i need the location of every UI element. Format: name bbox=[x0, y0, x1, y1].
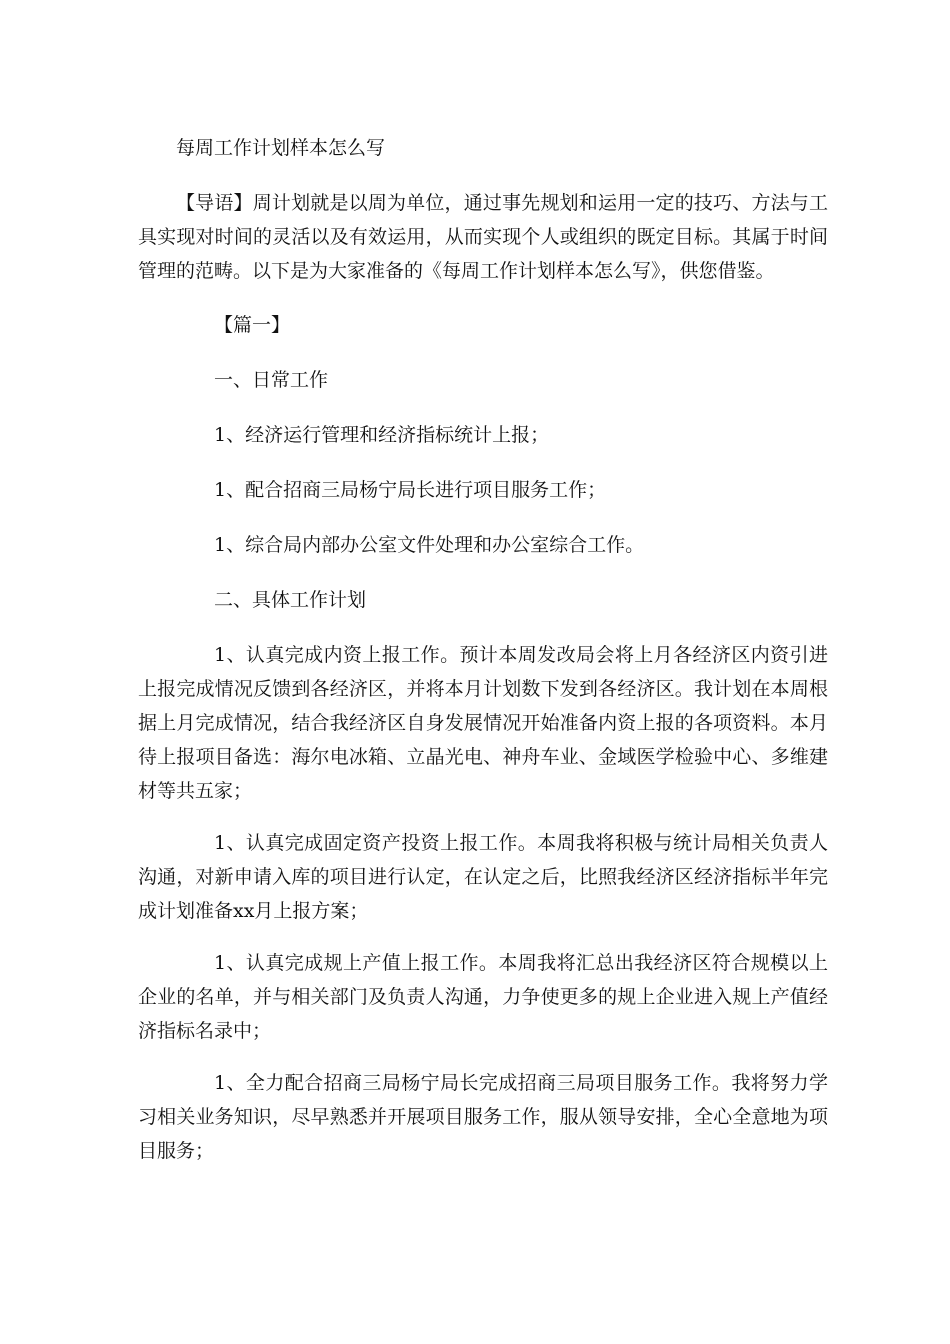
document-title: 每周工作计划样本怎么写 bbox=[176, 137, 386, 159]
section2-item: 1、认真完成规上产值上报工作。本周我将汇总出我经济区符合规模以上企业的名单，并与相关部门及负责人沟通，力争使更多的规上企业进入规上产值经济指标名录中； bbox=[138, 952, 828, 1042]
section2-item: 1、认真完成固定资产投资上报工作。本周我将积极与统计局相关负责人沟通，对新申请入库的项目进行认定，在认定之后，比照我经济区经济指标半年完成计划准备xx月上报方案； bbox=[138, 832, 828, 922]
section1-item: 1、经济运行管理和经济指标统计上报； bbox=[214, 424, 550, 446]
part-label: 【篇一】 bbox=[214, 314, 291, 336]
section1-item: 1、综合局内部办公室文件处理和办公室综合工作。 bbox=[214, 534, 645, 556]
section1-heading: 一、日常工作 bbox=[214, 369, 329, 391]
section2-item: 1、全力配合招商三局杨宁局长完成招商三局项目服务工作。我将努力学习相关业务知识，尽早熟悉并开展项目服务工作，服从领导安排，全心全意地为项目服务； bbox=[138, 1072, 828, 1162]
section2-heading: 二、具体工作计划 bbox=[214, 589, 367, 611]
section1-item: 1、配合招商三局杨宁局长进行项目服务工作； bbox=[214, 479, 607, 501]
intro-paragraph: 【导语】周计划就是以周为单位，通过事先规划和运用一定的技巧、方法与工具实现对时间的灵活以及有效运用，从而实现个人或组织的既定目标。其属于时间管理的范畴。以下是为大家准备的《每周工作计划样本怎么写》，供您借鉴。 bbox=[138, 192, 828, 282]
section2-item: 1、认真完成内资上报工作。预计本周发改局会将上月各经济区内资引进上报完成情况反馈到各经济区，并将本月计划数下发到各经济区。我计划在本周根据上月完成情况，结合我经济区自身发展情况开始准备内资上报的各项资料。本月待上报项目备选：海尔电冰箱、立晶光电、神舟车业、金域医学检验中心、多维建材等共五家； bbox=[138, 644, 828, 802]
